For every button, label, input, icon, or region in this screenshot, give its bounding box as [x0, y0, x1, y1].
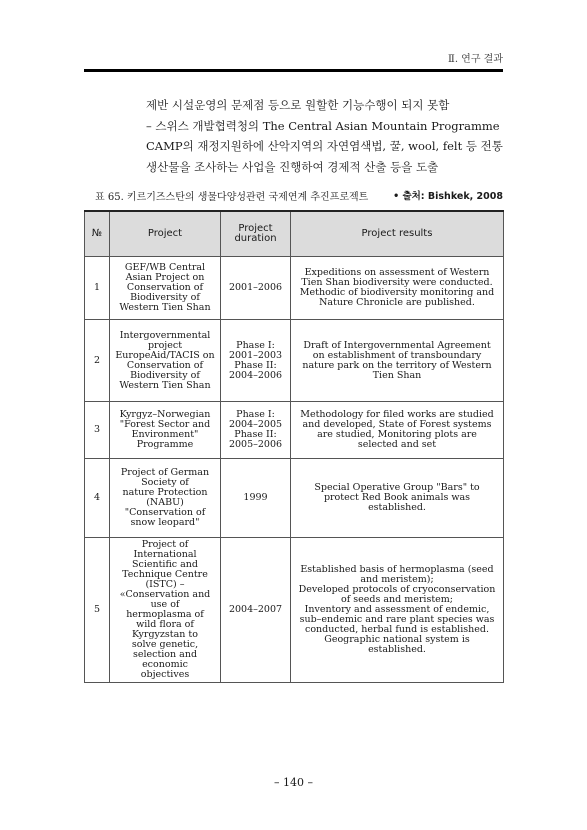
row-number: 5 — [85, 538, 110, 683]
table-title: 표 65. 키르기즈스탄의 생물다양성관련 국제연계 추진프로젝트 — [95, 192, 369, 203]
project-name: GEF/WB Central Asian Project on Conservation of Biodiversity of Western Tien Shan — [110, 257, 221, 320]
header-divider — [84, 69, 503, 72]
header-number: № — [85, 211, 110, 257]
project-name: Kyrgyz–Norwegian "Forest Sector and Environment" Programme — [110, 402, 221, 459]
table-row — [85, 402, 504, 459]
project-results: Special Operative Group "Bars" to protect Red Book animals was established. — [291, 459, 504, 538]
project-results: Draft of Intergovernmental Agreement on establishment of transboundary nature park on the territory of Western Tien Shan — [291, 320, 504, 402]
body-line: – 스위스 개발협력청의 The Central Asian Mountain Programme — [146, 118, 500, 133]
table-row — [85, 538, 504, 683]
table-row — [85, 459, 504, 538]
body-line: CAMP의 재정지원하에 산악지역의 자연염색법, 꿀, wool, felt 등 전통 — [146, 139, 503, 153]
table-caption — [95, 188, 503, 203]
project-duration: 1999 — [221, 459, 291, 538]
body-line: 제반 시설운영의 문제점 등으로 원할한 기능수행이 되지 못함 — [146, 98, 450, 112]
row-number: 2 — [85, 320, 110, 402]
page-number: – 140 – — [274, 776, 313, 789]
project-duration: Phase I: 2004–2005 Phase II: 2005–2006 — [221, 402, 291, 459]
project-duration: Phase I: 2001–2003 Phase II: 2004–2006 — [221, 320, 291, 402]
project-results: Established basis of hermoplasma (seed and meristem); Developed protocols of cryoconservation of seeds and meristem; Inventory and assessment of endemic, sub–endemic and rare plant species was conducted, herbal fund is established. Geographic national system is established. — [291, 538, 504, 683]
table-row — [85, 257, 504, 320]
row-number: 4 — [85, 459, 110, 538]
row-number: 1 — [85, 257, 110, 320]
projects-table — [84, 210, 504, 683]
body-paragraph — [146, 95, 506, 177]
header-results: Project results — [291, 211, 504, 257]
project-name: Project of International Scientific and Technique Centre (ISTC) – «Conservation and use of hermoplasma of wild flora of Kyrgyzstan to solve genetic, selection and economic objectives — [110, 538, 221, 683]
section-header: Ⅱ. 연구 결과 — [448, 54, 503, 65]
project-results: Expeditions on assessment of Western Tien Shan biodiversity were conducted. Methodic of biodiversity monitoring and Nature Chronicle are published. — [291, 257, 504, 320]
body-line: 생산물을 조사하는 사업을 진행하여 경제적 산출 등을 도출 — [146, 159, 439, 174]
project-results: Methodology for filed works are studied and developed, State of Forest systems are studied, Monitoring plots are selected and set — [291, 402, 504, 459]
project-name: Project of German Society of nature Protection (NABU) "Conservation of snow leopard" — [110, 459, 221, 538]
header-project: Project — [110, 211, 221, 257]
project-duration: 2004–2007 — [221, 538, 291, 683]
project-duration: 2001–2006 — [221, 257, 291, 320]
table-row — [85, 320, 504, 402]
table-header-row — [85, 211, 504, 257]
project-name: Intergovernmental project EuropeAid/TACIS on Conservation of Biodiversity of Western Tien Shan — [110, 320, 221, 402]
header-duration: Project duration — [221, 211, 291, 257]
row-number: 3 — [85, 402, 110, 459]
table-source: • 출처: Bishkek, 2008 — [393, 191, 503, 202]
